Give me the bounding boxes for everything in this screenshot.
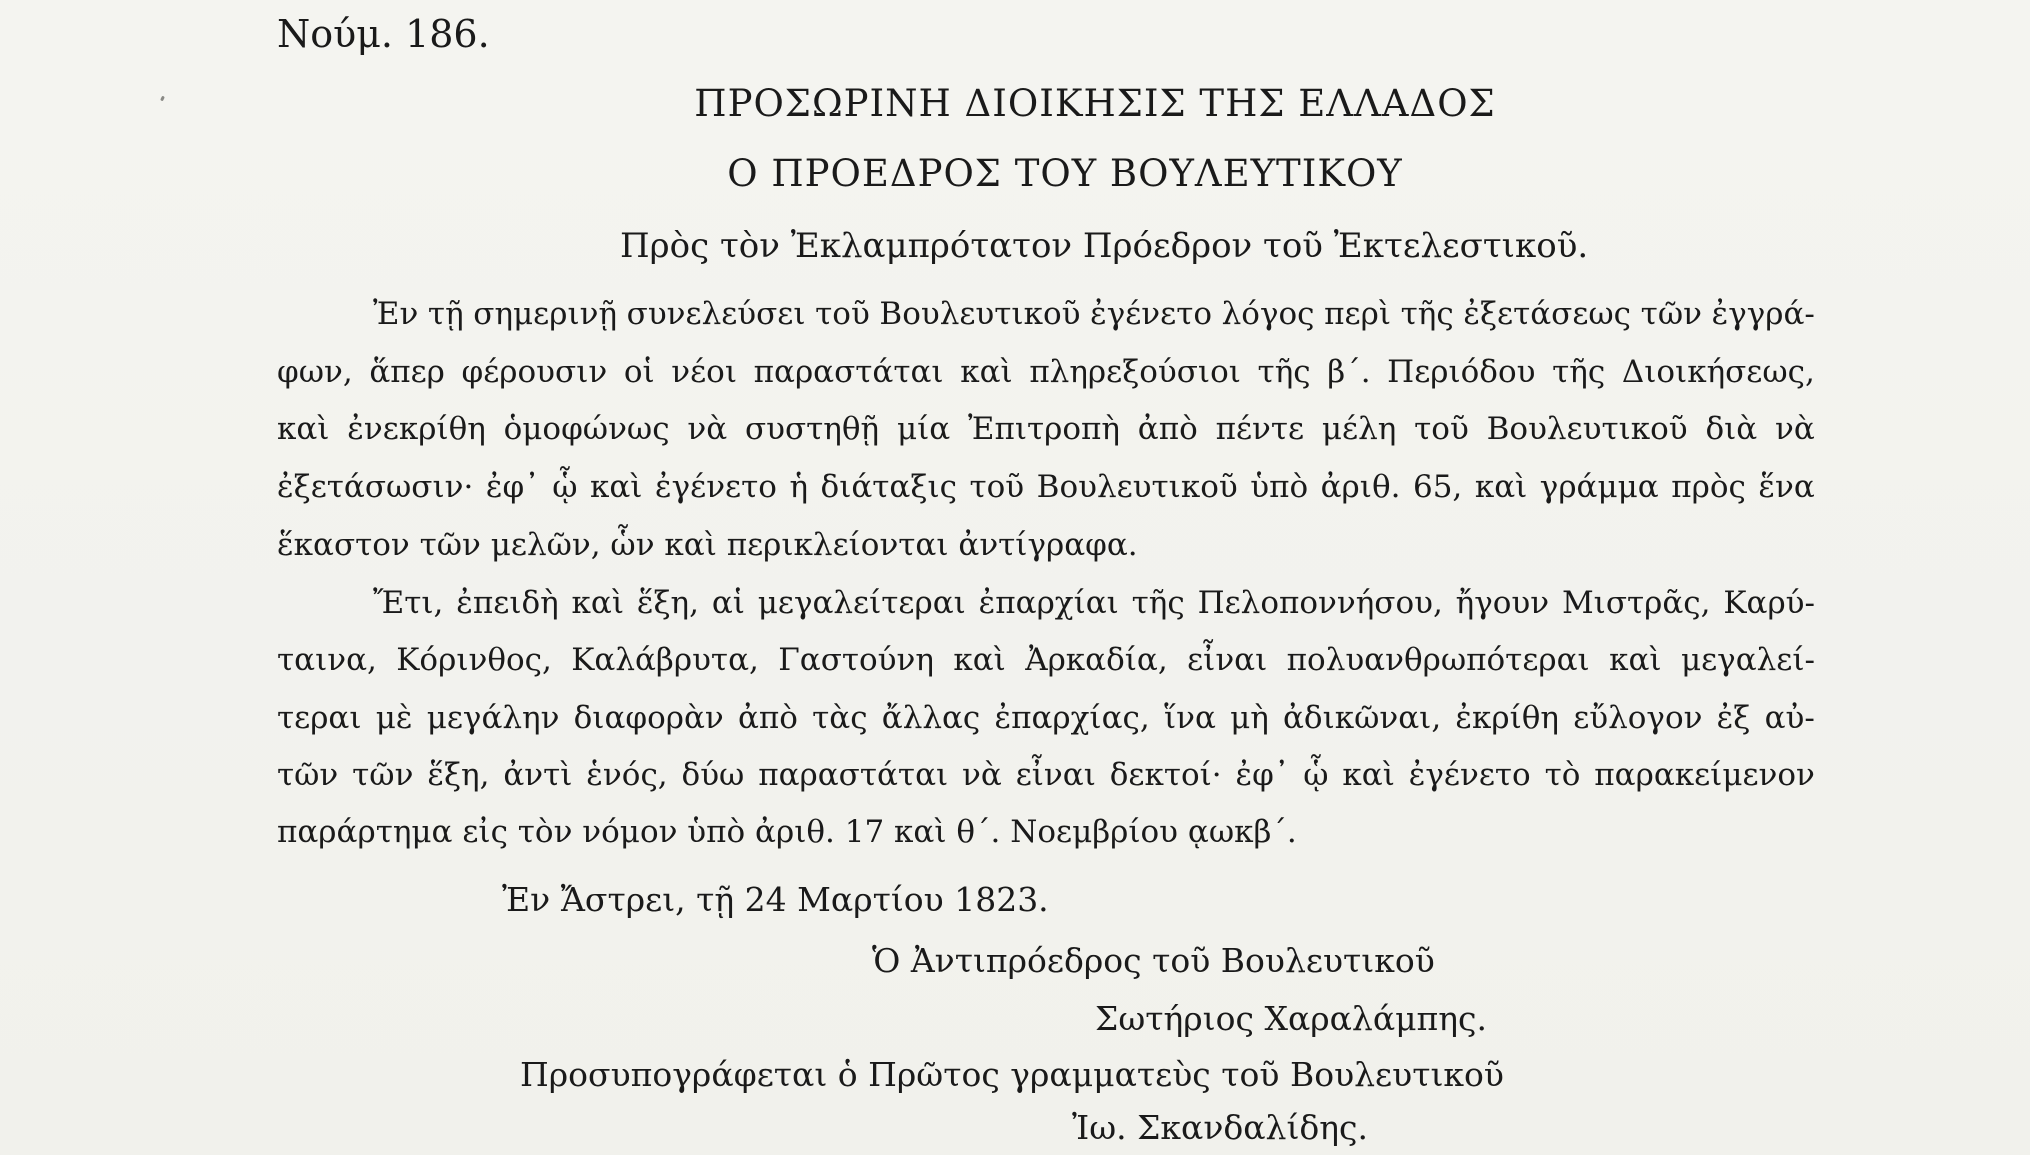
paragraph-2-line-5: παράρτημα εἰς τὸν νόμον ὑπὸ ἀριθ. 17 καὶ θ΄. Νοεμβρίου ᾳωκβ΄. (277, 814, 1297, 850)
word: ἐξ (1716, 700, 1751, 736)
word: ἐκρίθη (1455, 700, 1560, 736)
word: Ἐν (373, 296, 419, 332)
word: μία (896, 411, 951, 447)
word: τῆς (1257, 354, 1311, 390)
word: ταινα, (277, 642, 377, 678)
signatory-name: Σωτήριος Χαραλάμπης. (1095, 999, 1487, 1038)
word: Καλάβρυτα, (571, 642, 759, 678)
word: ἐγένετο (1090, 296, 1213, 332)
word: νέοι (671, 354, 738, 390)
word: Ἔτι, (373, 585, 444, 621)
word: ᾧ (552, 469, 578, 505)
heading-government: ΠΡΟΣΩΡΙΝΗ ΔΙΟΙΚΗΣΙΣ ΤΗΣ ΕΛΛΑΔΟΣ (694, 82, 1496, 125)
word: Βουλευτικοῦ (879, 296, 1081, 332)
word: Βουλευτικοῦ (1036, 469, 1238, 505)
word: μεγαλεί- (1680, 642, 1815, 678)
word: καὶ (277, 411, 330, 447)
word: τοῦ (815, 296, 870, 332)
word: πληρεξούσιοι (1029, 354, 1241, 390)
countersign-line: Προσυπογράφεται ὁ Πρῶτος γραμματεὺς τοῦ Βουλευτικοῦ (520, 1055, 1504, 1094)
word: διαφορὰν (573, 700, 724, 736)
word: ἐπαρχίαι (978, 585, 1119, 621)
place-date: Ἐν Ἄστρει, τῇ 24 Μαρτίου 1823. (502, 880, 1049, 919)
word: τῇ (427, 296, 464, 332)
word: συστηθῇ (744, 411, 880, 447)
paragraph-1-line-4 (277, 465, 1815, 509)
word: καὶ (1342, 757, 1395, 793)
word: ἅπερ (369, 354, 445, 390)
word: εἶναι (1015, 757, 1096, 793)
paragraph-1-line-1 (373, 292, 1815, 336)
word: ἕξη, (427, 757, 490, 793)
word: Γαστούνη (778, 642, 934, 678)
word: τῆς (1552, 354, 1606, 390)
word: εἶναι (1187, 642, 1268, 678)
word: ἐπειδὴ (456, 585, 559, 621)
word: πρὸς (1671, 469, 1746, 505)
word: παραστάται (753, 354, 944, 390)
word: Πελοποννήσου, (1197, 585, 1443, 621)
word: νὰ (962, 757, 1002, 793)
word: καὶ (960, 354, 1013, 390)
word: συνελεύσει (626, 296, 806, 332)
word: τῶν (352, 757, 414, 793)
word: ἑνός, (586, 757, 668, 793)
word: καὶ (1609, 642, 1662, 678)
word: ἕξη, (636, 585, 699, 621)
word: παρακείμενον (1594, 757, 1815, 793)
word: Διοικήσεως, (1621, 354, 1815, 390)
word: ἐπαρχίας, (994, 700, 1150, 736)
word: Καρύ- (1723, 585, 1815, 621)
word: Βουλευτικοῦ (1486, 411, 1688, 447)
word: μεγαλείτεραι (757, 585, 966, 621)
word: τῆς (1400, 296, 1454, 332)
word: πολυανθρωπότεραι (1286, 642, 1590, 678)
word: οἱ (623, 354, 655, 390)
word: νὰ (1775, 411, 1815, 447)
word: ἐνεκρίθη (347, 411, 486, 447)
word: περὶ (1324, 296, 1391, 332)
countersign-name: Ἰω. Σκανδαλίδης. (1072, 1108, 1369, 1147)
word: νὰ (687, 411, 728, 447)
word: μὴ (1230, 700, 1269, 736)
word: εὔλογον (1573, 700, 1703, 736)
word: τεραι (277, 700, 362, 736)
word: διὰ (1705, 411, 1758, 447)
word: ἵνα (1163, 700, 1216, 736)
word: τὰς (812, 700, 868, 736)
paragraph-1-line-5: ἕκαστον τῶν μελῶν, ὧν καὶ περικλείονται ἀντίγραφα. (277, 527, 1138, 563)
word: καὶ (953, 642, 1006, 678)
word: φέρουσιν (461, 354, 608, 390)
word: τὸ (1544, 757, 1581, 793)
document-number: Νούμ. 186. (277, 12, 490, 56)
word: τοῦ (969, 469, 1025, 505)
word: Ἐπιτροπὴ (968, 411, 1120, 447)
heading-president: Ο ΠΡΟΕΔΡΟΣ ΤΟΥ ΒΟΥΛΕΥΤΙΚΟΥ (727, 152, 1403, 195)
word: σημερινῇ (473, 296, 618, 332)
paragraph-1-line-2 (277, 350, 1815, 394)
word: πέντε (1215, 411, 1305, 447)
word: αὐ- (1764, 700, 1815, 736)
paragraph-1-line-3 (277, 407, 1815, 451)
word: τῶν (1640, 296, 1702, 332)
word: αἱ (711, 585, 745, 621)
word: μὲ (375, 700, 413, 736)
paragraph-2-line-4 (277, 753, 1815, 797)
word: ἐξετάσωσιν· (277, 469, 474, 505)
word: ἤγουν (1455, 585, 1550, 621)
word: ἐγγρά- (1711, 296, 1815, 332)
word: ἄλλας (881, 700, 981, 736)
word: τοῦ (1414, 411, 1469, 447)
paragraph-2-line-1 (373, 581, 1815, 625)
word: ἀντὶ (503, 757, 573, 793)
addressee-line: Πρὸς τὸν Ἐκλαμπρότατον Πρόεδρον τοῦ Ἐκτελεστικοῦ. (620, 226, 1589, 266)
word: γράμμα (1539, 469, 1659, 505)
signatory-title: Ὁ Ἀντιπρόεδρος τοῦ Βουλευτικοῦ (872, 941, 1435, 980)
word: καὶ (1474, 469, 1528, 505)
word: καὶ (589, 469, 643, 505)
paragraph-2-line-3 (277, 696, 1815, 740)
word: Ἀρκαδία, (1025, 642, 1168, 678)
word: ἀπὸ (1137, 411, 1198, 447)
word: Κόρινθος, (396, 642, 552, 678)
word: καὶ (571, 585, 625, 621)
word: ἐφ᾿ (485, 469, 540, 505)
word: μεγάλην (426, 700, 560, 736)
word: ἀδικῶναι, (1282, 700, 1442, 736)
word: ἀριθ. (1320, 469, 1401, 505)
word: δεκτοί· (1109, 757, 1222, 793)
word: ἐγένετο (1408, 757, 1531, 793)
word: ἕνα (1758, 469, 1815, 505)
word: ἐφ᾿ (1235, 757, 1290, 793)
word: τῆς (1131, 585, 1185, 621)
word: 65, (1412, 469, 1463, 505)
word: ἡ (789, 469, 809, 505)
word: Περιόδου (1387, 354, 1536, 390)
word: ἀπὸ (737, 700, 798, 736)
word: φων, (277, 354, 353, 390)
word: λόγος (1221, 296, 1315, 332)
word: τῶν (277, 757, 339, 793)
word: ἐγένετο (654, 469, 777, 505)
word: δύω (681, 757, 745, 793)
word: ὁμοφώνως (503, 411, 670, 447)
word: διάταξις (820, 469, 957, 505)
word: παραστάται (758, 757, 949, 793)
word: μέλη (1321, 411, 1397, 447)
word: β΄. (1327, 354, 1371, 390)
word: ἐξετάσεως (1463, 296, 1632, 332)
paragraph-2-line-2 (277, 638, 1815, 682)
word: Μιστρᾶς, (1561, 585, 1711, 621)
word: ὑπὸ (1250, 469, 1309, 505)
word: ᾧ (1303, 757, 1329, 793)
